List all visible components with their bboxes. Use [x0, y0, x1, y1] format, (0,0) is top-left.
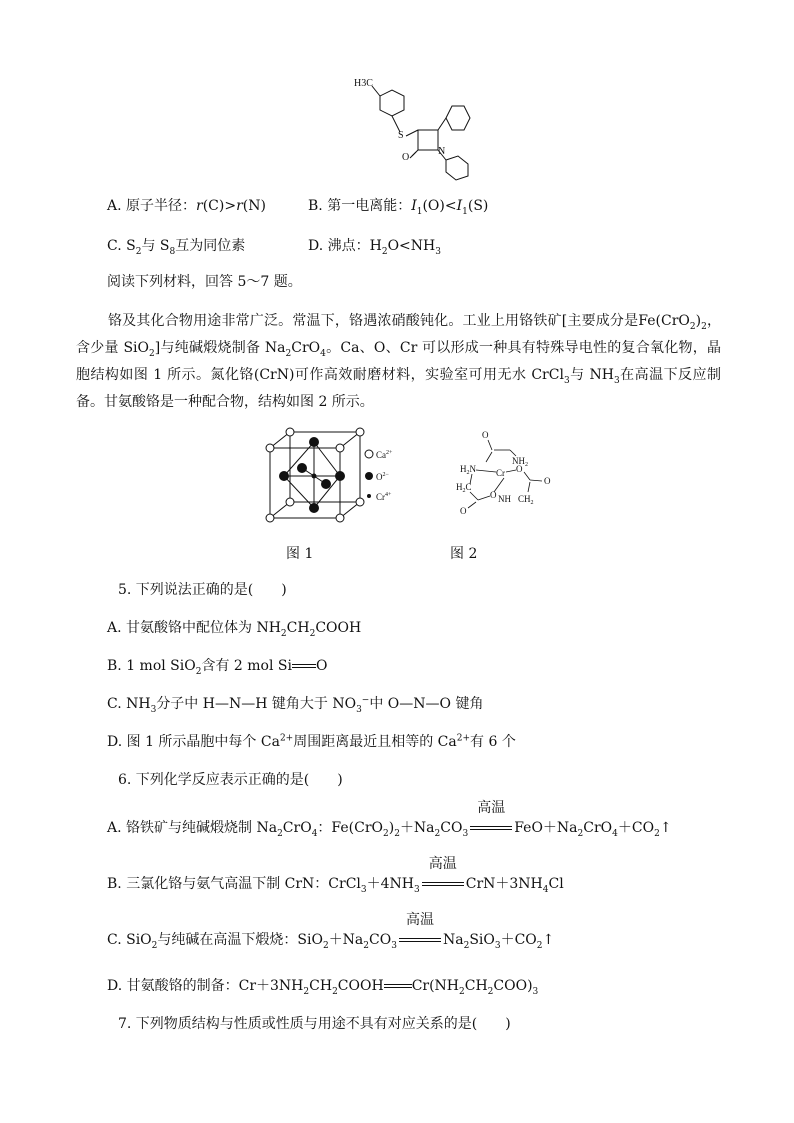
figure-1-caption: 图 1	[286, 546, 314, 562]
svg-text:NH: NH	[498, 494, 511, 504]
svg-text:H2C: $H_2C$	[456, 482, 472, 494]
mol-n-label: N	[438, 146, 446, 157]
q7-stem: 7. 下列物质结构与性质或性质与用途不具有对应关系的是( )	[118, 1016, 511, 1032]
q6-option-c: C. SiO$_2$与纯碱在高温下煅烧：$SiO_2+Na_2CO_3$ 高温 $Na_2SiO_3+CO_2↑$	[107, 912, 555, 951]
legend-ca: $Ca^{2+}$	[376, 450, 393, 460]
legend-cr: $Cr^{4+}$	[376, 492, 392, 502]
mol-s-label: S	[398, 130, 404, 141]
q4-option-d: D. 沸点：$H_2O<NH_3$	[308, 238, 441, 257]
q4-option-c: C. $S_2$与 $S_8$互为同位素	[107, 238, 246, 257]
q5-stem: 5. 下列说法正确的是( )	[118, 582, 287, 598]
svg-text:O: O	[460, 506, 467, 516]
mol-ch3-label: H3C	[354, 78, 373, 89]
figure-1-crystal-cell	[262, 426, 402, 526]
q5-option-d: D. 图 1 所示晶胞中每个 $Ca^{2+}$周围距离最近且相等的 $Ca^{2+}$有 6 个	[107, 733, 516, 750]
svg-text:O: O	[544, 476, 551, 486]
q5-option-a: A. 甘氨酸铬中配位体为 $NH_2CH_2COOH$	[107, 620, 362, 639]
molecule-structure	[340, 70, 480, 185]
svg-text:NH2: $NH_2$	[512, 456, 528, 468]
svg-text:O: O	[490, 490, 497, 500]
svg-text:O: O	[482, 430, 489, 440]
q6-option-d: D. 甘氨酸铬的制备：$Cr+3NH_2CH_2COOH$ $Cr(NH_2CH_2COO)_3$	[107, 978, 539, 997]
q4-option-b: B. 第一电离能：$I_1(O)<I_1(S)$	[308, 198, 489, 217]
svg-text:O: O	[516, 464, 523, 474]
q5-option-c: C. $NH_3$分子中 H—N—H 键角大于 $NO_3^-$中 O—N—O 键角	[107, 695, 484, 715]
q6-option-b: B. 三氯化铬与氨气高温下制 CrN：$CrCl_3+4NH_3$ 高温 $CrN+3NH_4Cl$	[107, 856, 564, 895]
q5-option-b: B. 1 mol SiO$_2$含有 2 mol Si O	[107, 658, 328, 677]
svg-text:Cr: Cr	[496, 468, 505, 478]
svg-text:H2N: $H_2N$	[460, 464, 476, 476]
read-prompt: 阅读下列材料，回答 5～7 题。	[107, 274, 302, 290]
figure-2-caption: 图 2	[450, 546, 478, 562]
q6-stem: 6. 下列化学反应表示正确的是( )	[118, 772, 343, 788]
q6-option-a: A. 铬铁矿与纯碱煅烧制 $Na_2CrO_4$：$Fe(CrO_2)_2+Na_2CO_3$ 高温 $FeO+Na_2CrO_4+CO_2↑$	[107, 800, 672, 839]
svg-text:CH2: $CH_2$	[518, 494, 534, 506]
figure-2-structure	[448, 426, 568, 521]
material-paragraph: 铬及其化合物用途非常广泛。常温下，铬遇浓硝酸钝化。工业上用铬铁矿[主要成分是$Fe(CrO_2)_2$，含少量 SiO$_2$]与纯碱煅烧制备 $Na_2CrO_4$。Ca、O、Cr 可以形成一种具有特殊导电性的复合氧化物，晶胞结构如图 1 所示。氮化铬(CrN)可作高效耐磨材料，实验室可用无水 CrCl$_3$与 $NH_3$在高温下反应制备。甘氨酸铬是一种配合物，结构如图 2 所示。	[76, 313, 721, 410]
legend-o: $O^{2-}$	[376, 472, 389, 482]
q4-option-a: A. 原子半径：r(C)>r(N)	[107, 198, 266, 214]
mol-o-label: O	[402, 152, 410, 163]
